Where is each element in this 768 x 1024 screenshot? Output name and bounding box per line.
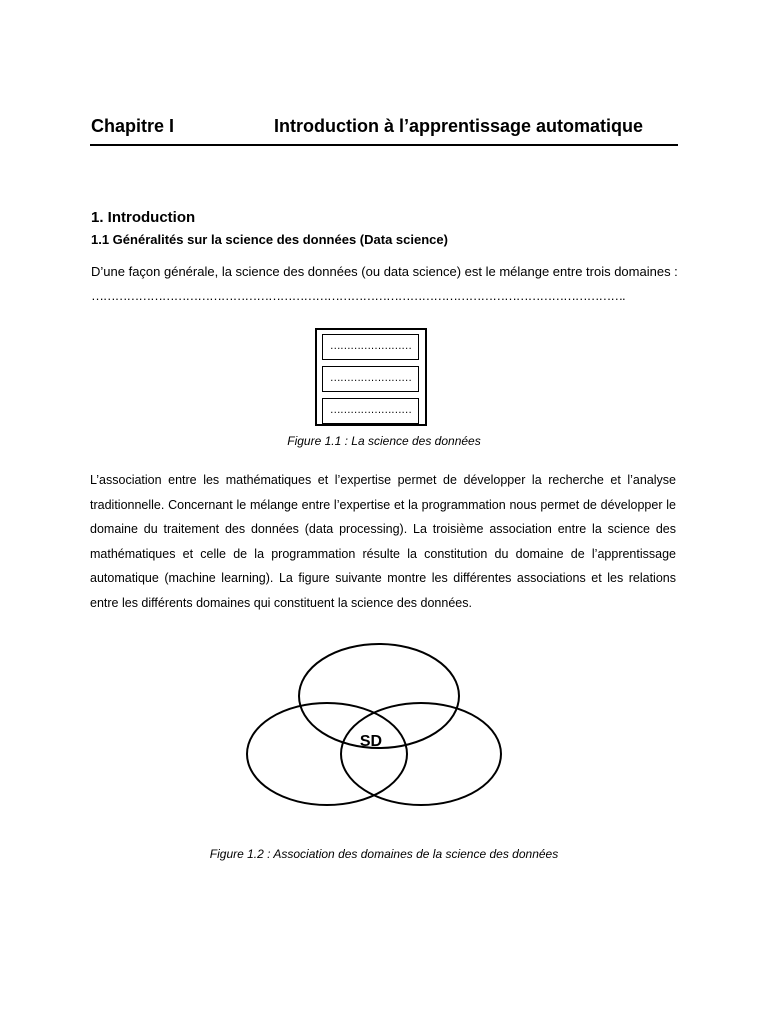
fill-in-blank-line: ………………………………………………………………………………………………………………………. [91,288,625,303]
venn-diagram [230,632,510,812]
figure-1-blank-cell: …………………… [322,334,419,360]
figure-1-blank-cell: …………………… [322,398,419,424]
subsection-heading: 1.1 Généralités sur la science des données (Data science) [91,232,448,247]
intro-sentence: D’une façon générale, la science des données (ou data science) est le mélange entre trois domaines : [91,264,678,279]
venn-circle-left [247,703,407,805]
body-paragraph: L’association entre les mathématiques et l’expertise permet de développer la recherche et l’analyse traditionnelle. Concernant le mélange entre l’expertise et la programmation nous permet de développer le domaine du traitement des données (data processing). La troisième association entre la science des mathématiques et celle de la programmation résulte la constitution du domaine de l’apprentissage automatique (machine learning). La figure suivante montre les différentes associations et les relations entre les différents domaines qui constituent la science des données. [90,473,676,610]
chapter-header [90,114,678,146]
figure-1-blank-cell: …………………… [322,366,419,392]
figure-1-box [315,328,427,426]
section-heading: 1. Introduction [91,209,196,226]
venn-circle-right [341,703,501,805]
venn-center-label: SD [359,733,383,750]
chapter-number: Chapitre I [91,116,175,136]
figure-2-caption: Figure 1.2 : Association des domaines de la science des données [209,847,559,861]
chapter-title: Introduction à l’apprentissage automatique [274,116,644,136]
figure-1-caption: Figure 1.1 : La science des données [287,434,481,448]
